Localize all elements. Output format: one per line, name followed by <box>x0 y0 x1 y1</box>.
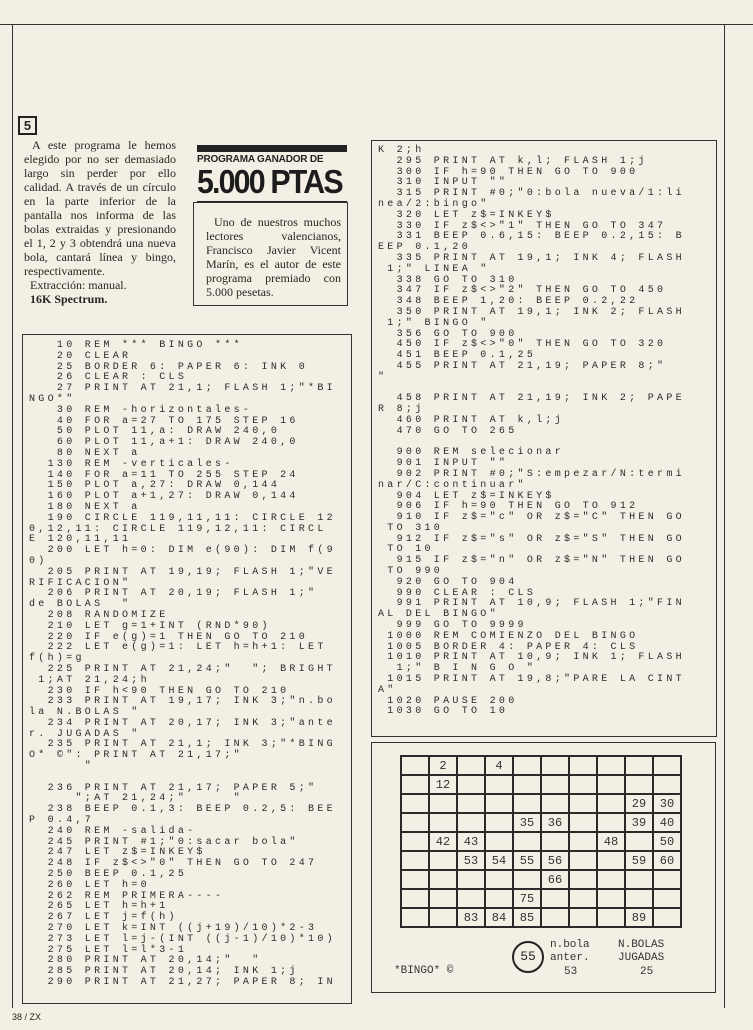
board-cell <box>569 813 597 832</box>
code-line: TO 990 <box>378 566 444 578</box>
code-line: 236 PRINT AT 21,17; PAPER 5;" <box>29 782 318 794</box>
code-line: 200 LET h=0: DIM e(90): DIM f(9 <box>29 545 336 557</box>
code-line: 280 PRINT AT 20,14;" " <box>29 955 262 967</box>
code-line: 458 PRINT AT 21,19; INK 2; PAPE <box>378 393 685 405</box>
code-line: f(h)=g <box>29 653 85 665</box>
code-line: 230 IF h<90 THEN GO TO 210 <box>29 685 290 697</box>
code-line: 295 PRINT AT k,l; FLASH 1;j <box>378 155 648 167</box>
code-line: 912 IF z$="s" OR z$="S" THEN GO <box>378 533 685 545</box>
board-cell <box>485 832 513 851</box>
code-line: TO 310 <box>378 522 444 534</box>
board-cell <box>485 870 513 889</box>
code-line: 470 GO TO 265 <box>378 425 518 437</box>
balls-played-value: 25 <box>640 966 654 978</box>
board-cell <box>457 889 485 908</box>
bingo-board <box>400 755 682 928</box>
board-cell <box>569 908 597 927</box>
board-row <box>401 756 681 775</box>
code-line: 904 LET z$=INKEY$ <box>378 490 555 502</box>
code-line: E 120,11,11 <box>29 534 132 546</box>
board-cell <box>541 908 569 927</box>
board-row <box>401 813 681 832</box>
board-cell: 30 <box>653 794 681 813</box>
board-cell: 2 <box>429 756 457 775</box>
current-ball-circle: 55 <box>512 941 544 973</box>
code-line: 26 CLEAR : CLS <box>29 372 188 384</box>
code-line: RIFICACION" <box>29 577 132 589</box>
board-cell <box>597 794 625 813</box>
code-line: 265 LET h=h+1 <box>29 901 169 913</box>
board-cell <box>401 832 429 851</box>
extraction-note: Extracción: manual. <box>30 278 127 292</box>
code-line: 208 RANDOMIZE <box>29 609 169 621</box>
board-cell: 43 <box>457 832 485 851</box>
section-number-badge: 5 <box>18 116 37 135</box>
code-line: 338 GO TO 310 <box>378 274 518 286</box>
board-cell <box>401 889 429 908</box>
code-line: 140 FOR a=11 TO 255 STEP 24 <box>29 469 299 481</box>
board-cell <box>653 756 681 775</box>
board-cell <box>429 889 457 908</box>
code-line: P 0.4,7 <box>29 815 95 827</box>
code-line: 991 PRINT AT 10,9; FLASH 1;"FIN <box>378 598 685 610</box>
code-line: 1;" B I N G O " <box>378 663 537 675</box>
code-line: nea/2:bingo" <box>378 198 490 210</box>
code-line: 247 LET z$=INKEY$ <box>29 847 206 859</box>
board-cell: 4 <box>485 756 513 775</box>
code-listing-right <box>378 146 716 718</box>
board-cell: 12 <box>429 775 457 794</box>
board-cell: 89 <box>625 908 653 927</box>
code-line: 206 PRINT AT 20,19; FLASH 1;" <box>29 588 318 600</box>
board-cell <box>429 813 457 832</box>
code-line: 450 IF z$<>"0" THEN GO TO 320 <box>378 339 667 351</box>
code-line: 180 NEXT a <box>29 501 141 513</box>
board-cell: 50 <box>653 832 681 851</box>
code-line: 910 IF z$="c" OR z$="C" THEN GO <box>378 512 685 524</box>
prev-ball-value: 53 <box>564 966 578 978</box>
footer-title: *BINGO* © <box>394 965 454 977</box>
code-line: 245 PRINT #1;"0:sacar bola" <box>29 836 299 848</box>
balls-played-label: N.BOLAS JUGADAS <box>618 939 665 964</box>
board-row <box>401 870 681 889</box>
code-line: 233 PRINT AT 19,17; INK 3;"n.bo <box>29 696 336 708</box>
board-cell: 48 <box>597 832 625 851</box>
code-line: 20 CLEAR <box>29 350 132 362</box>
board-cell <box>541 775 569 794</box>
board-cell <box>513 832 541 851</box>
code-line: 1020 PAUSE 200 <box>378 695 518 707</box>
code-line: 915 IF z$="n" OR z$="N" THEN GO <box>378 555 685 567</box>
board-cell: 29 <box>625 794 653 813</box>
board-cell <box>653 908 681 927</box>
board-cell <box>429 851 457 870</box>
code-line: 900 REM selecionar <box>378 447 565 459</box>
code-line: 1000 REM COMIENZO DEL BINGO <box>378 630 639 642</box>
machine-note: 16K Spectrum. <box>30 292 108 306</box>
board-cell <box>429 908 457 927</box>
code-line: A" <box>378 684 397 696</box>
board-cell <box>485 775 513 794</box>
board-cell: 59 <box>625 851 653 870</box>
board-cell: 42 <box>429 832 457 851</box>
board-cell: 85 <box>513 908 541 927</box>
code-line: 999 GO TO 9999 <box>378 620 527 632</box>
code-line: 310 INPUT "" <box>378 177 509 189</box>
board-cell <box>541 756 569 775</box>
board-cell <box>513 775 541 794</box>
code-line: 350 PRINT AT 19,1; INK 2; FLASH <box>378 306 685 318</box>
board-cell: 66 <box>541 870 569 889</box>
code-line: 30 REM -horizontales- <box>29 404 253 416</box>
right-rule <box>724 24 725 1008</box>
board-cell <box>597 870 625 889</box>
code-line: 1;" LINEA " <box>378 263 490 275</box>
code-line: la N.BOLAS " <box>29 707 141 719</box>
code-line: 25 BORDER 6: PAPER 6: INK 0 <box>29 361 309 373</box>
board-cell <box>457 870 485 889</box>
board-cell <box>597 851 625 870</box>
board-cell <box>569 870 597 889</box>
code-line: ";AT 21,24;" " <box>29 793 243 805</box>
code-line: 906 IF h=90 THEN GO TO 912 <box>378 501 639 513</box>
code-line: 260 LET h=0 <box>29 879 150 891</box>
code-line: 1005 BORDER 4: PAPER 4: CLS <box>378 641 639 653</box>
board-cell <box>597 889 625 908</box>
code-line: 60 PLOT 11,a+1: DRAW 240,0 <box>29 437 299 449</box>
board-cell: 54 <box>485 851 513 870</box>
board-cell: 36 <box>541 813 569 832</box>
code-line: 267 LET j=f(h) <box>29 912 178 924</box>
code-line: 285 PRINT AT 20,14; INK 1;j <box>29 966 299 978</box>
board-cell <box>401 813 429 832</box>
board-cell <box>625 832 653 851</box>
board-cell <box>597 908 625 927</box>
code-line: 347 IF z$<>"2" THEN GO TO 450 <box>378 285 667 297</box>
board-cell <box>597 756 625 775</box>
code-line: 240 REM -salida- <box>29 825 197 837</box>
prize-amount: 5.000 PTAS <box>197 163 342 200</box>
code-line: 315 PRINT #0;"0:bola nueva/1:li <box>378 188 685 200</box>
board-cell <box>457 775 485 794</box>
code-line: nar/C:continuar" <box>378 479 527 491</box>
board-row <box>401 851 681 870</box>
board-cell: 84 <box>485 908 513 927</box>
code-line: EEP 0.1,20 <box>378 242 472 254</box>
code-line: 290 PRINT AT 21,27; PAPER 8; IN <box>29 977 336 989</box>
code-line: 300 IF h=90 THEN GO TO 900 <box>378 166 639 178</box>
code-line: 1;" BINGO " <box>378 317 490 329</box>
code-line: 1;AT 21,24;h <box>29 674 150 686</box>
code-line: 27 PRINT AT 21,1; FLASH 1;"*BI <box>29 383 336 395</box>
listing-right <box>371 140 717 737</box>
board-cell: 60 <box>653 851 681 870</box>
code-line: R 8;j <box>378 404 425 416</box>
code-line: 205 PRINT AT 19,19; FLASH 1;"VE <box>29 566 336 578</box>
top-rule <box>0 24 753 25</box>
author-box <box>193 202 348 306</box>
code-line: 1015 PRINT AT 19,8;"PARE LA CINT <box>378 674 685 686</box>
board-cell <box>541 794 569 813</box>
code-line: K 2;h <box>378 145 425 156</box>
code-line: 1010 PRINT AT 10,9; INK 1; FLASH <box>378 652 685 664</box>
board-cell <box>485 889 513 908</box>
code-line: r. JUGADAS " <box>29 728 141 740</box>
code-line: 238 BEEP 0.1,3: BEEP 0.2,5: BEE <box>29 804 336 816</box>
code-line: 901 INPUT "" <box>378 458 509 470</box>
prize-line1: PROGRAMA GANADOR DE <box>197 154 324 165</box>
code-line: 250 BEEP 0.1,25 <box>29 869 188 881</box>
code-line: 40 FOR a=27 TO 175 STEP 16 <box>29 415 299 427</box>
code-line: 235 PRINT AT 21,1; INK 3;"*BING <box>29 739 336 751</box>
code-line: 990 CLEAR : CLS <box>378 587 537 599</box>
code-line: 234 PRINT AT 20,17; INK 3;"ante <box>29 717 336 729</box>
code-line: O* ©": PRINT AT 21,17;" <box>29 750 243 762</box>
board-cell <box>597 775 625 794</box>
board-cell <box>597 813 625 832</box>
board-cell <box>429 794 457 813</box>
code-line: 0) <box>29 555 48 567</box>
board-cell <box>513 870 541 889</box>
board-cell <box>457 794 485 813</box>
board-cell <box>429 870 457 889</box>
code-line: 330 IF z$<>"1" THEN GO TO 347 <box>378 220 667 232</box>
board-cell <box>625 889 653 908</box>
board-cell: 39 <box>625 813 653 832</box>
code-line: 275 LET l=l*3-1 <box>29 944 188 956</box>
left-rule <box>12 24 13 1008</box>
board-cell <box>653 870 681 889</box>
board-row <box>401 908 681 927</box>
board-cell <box>457 756 485 775</box>
code-line: 335 PRINT AT 19,1; INK 4; FLASH <box>378 252 685 264</box>
board-cell: 40 <box>653 813 681 832</box>
code-line: 460 PRINT AT k,l;j <box>378 414 565 426</box>
board-cell: 83 <box>457 908 485 927</box>
intro-paragraph: A este programa le hemos elegido por no ser demasiado largo sin perder por ello calidad. A través de un círculo en la parte inferior de la pantalla nos informa de las bolas extraidas y presionando el 1, 2 y 3 obtendrá una nueva bola, cantará línea y bingo, respectivamente. <box>24 138 176 278</box>
board-cell: 35 <box>513 813 541 832</box>
board-cell <box>401 775 429 794</box>
code-line: " <box>378 371 388 383</box>
code-line: 331 BEEP 0.6,15: BEEP 0.2,15: B <box>378 231 685 243</box>
code-line: 222 LET e(g)=1: LET h=h+1: LET <box>29 642 327 654</box>
page-folio: 38 / ZX <box>12 1012 42 1022</box>
board-cell <box>569 775 597 794</box>
board-cell <box>485 794 513 813</box>
board-cell: 75 <box>513 889 541 908</box>
code-line: NGO*" <box>29 393 76 405</box>
board-row <box>401 832 681 851</box>
board-cell: 56 <box>541 851 569 870</box>
board-cell <box>513 756 541 775</box>
code-line: 356 GO TO 900 <box>378 328 518 340</box>
board-row <box>401 889 681 908</box>
code-line: 348 BEEP 1,20: BEEP 0.2,22 <box>378 296 639 308</box>
code-line: 920 GO TO 904 <box>378 576 518 588</box>
board-cell <box>541 889 569 908</box>
board-cell <box>625 870 653 889</box>
screen-output <box>371 742 716 993</box>
board-cell <box>457 813 485 832</box>
prize-banner <box>197 145 347 202</box>
code-line: 210 LET g=1+INT (RND*90) <box>29 620 271 632</box>
code-line: 220 IF e(g)=1 THEN GO TO 210 <box>29 631 309 643</box>
code-line: 270 LET k=INT ((j+19)/10)*2-3 <box>29 923 318 935</box>
code-line: 50 PLOT 11,a: DRAW 240,0 <box>29 426 281 438</box>
code-line: 451 BEEP 0.1,25 <box>378 350 537 362</box>
board-cell <box>653 889 681 908</box>
board-cell: 53 <box>457 851 485 870</box>
board-cell <box>401 870 429 889</box>
board-cell <box>653 775 681 794</box>
code-line: 160 PLOT a+1,27: DRAW 0,144 <box>29 491 299 503</box>
code-line: 190 CIRCLE 119,11,11: CIRCLE 12 <box>29 512 336 524</box>
board-cell <box>569 889 597 908</box>
code-line: TO 10 <box>378 544 434 556</box>
code-line: " <box>29 761 95 773</box>
board-cell <box>401 756 429 775</box>
board-cell: 55 <box>513 851 541 870</box>
code-line: 10 REM *** BINGO *** <box>29 340 243 351</box>
code-line: 130 REM -verticales- <box>29 458 234 470</box>
code-line: de BOLAS " <box>29 599 132 611</box>
code-line: 0,12,11: CIRCLE 119,12,11: CIRCL <box>29 523 327 535</box>
code-line: 80 NEXT a <box>29 447 141 459</box>
board-cell <box>569 794 597 813</box>
code-listing-left <box>29 341 351 989</box>
prev-ball-label: n.bola anter. <box>550 939 590 964</box>
code-line: 1030 GO TO 10 <box>378 706 509 718</box>
author-text: Uno de nuestros muchos lectores valencianos, Francisco Javier Vicent Marín, es el autor de este programa premiado con 5.000 pesetas. <box>206 215 341 299</box>
board-cell <box>625 775 653 794</box>
board-cell <box>401 851 429 870</box>
code-line: AL DEL BINGO" <box>378 609 499 621</box>
listing-left <box>22 334 352 1004</box>
board-cell <box>569 851 597 870</box>
board-cell <box>541 832 569 851</box>
code-line: 262 REM PRIMERA---- <box>29 890 225 902</box>
board-cell <box>401 794 429 813</box>
code-line: 273 LET l=j-(INT ((j-1)/10)*10) <box>29 933 336 945</box>
board-cell <box>625 756 653 775</box>
board-cell <box>485 813 513 832</box>
board-row <box>401 794 681 813</box>
board-cell <box>513 794 541 813</box>
code-line: 248 IF z$<>"0" THEN GO TO 247 <box>29 858 318 870</box>
board-cell <box>569 756 597 775</box>
intro-text <box>24 138 176 306</box>
code-line: 455 PRINT AT 21,19; PAPER 8;" <box>378 360 667 372</box>
board-cell <box>401 908 429 927</box>
code-line: 150 PLOT a,27: DRAW 0,144 <box>29 480 281 492</box>
board-cell <box>569 832 597 851</box>
code-line: 320 LET z$=INKEY$ <box>378 209 555 221</box>
board-row <box>401 775 681 794</box>
code-line: 902 PRINT #0;"S:empezar/N:termi <box>378 468 685 480</box>
code-line: 225 PRINT AT 21,24;" "; BRIGHT <box>29 663 336 675</box>
